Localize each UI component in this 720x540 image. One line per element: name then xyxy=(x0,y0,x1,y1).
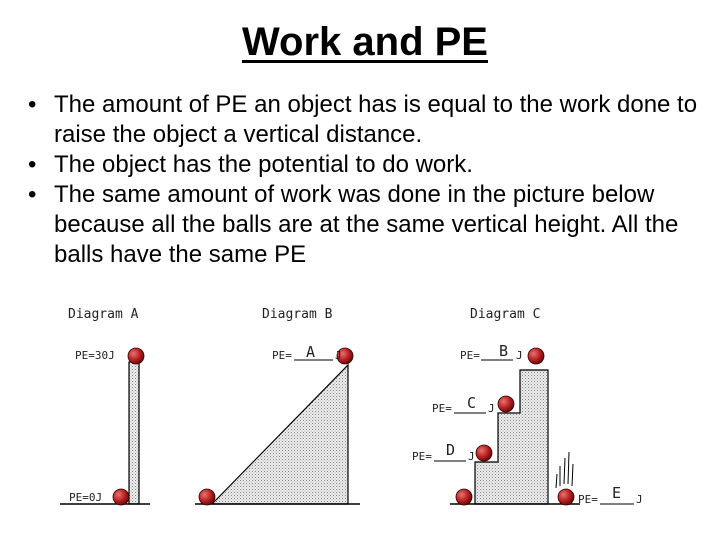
pe-unit-c3: J xyxy=(468,450,475,463)
column-a xyxy=(129,362,139,504)
bullet-text: The same amount of work was done in the picture below because all the balls are at the same vertical height. All the balls have the same PE xyxy=(54,181,679,268)
diagram-a xyxy=(60,348,150,505)
answer-c-e: E xyxy=(612,484,622,502)
answer-c-b: B xyxy=(499,342,509,360)
pe-prefix-b: PE= xyxy=(272,349,292,362)
ramp-b xyxy=(212,365,348,504)
pe-prefix-c3: PE= xyxy=(412,450,432,463)
ball-ground-c xyxy=(456,489,472,505)
pe-prefix-c2: PE= xyxy=(432,402,452,415)
pe-prefix-c1: PE= xyxy=(460,349,480,362)
pe-unit-c1: J xyxy=(516,349,523,362)
bullet-text: The object has the potential to do work. xyxy=(54,151,473,178)
bullet-item xyxy=(24,180,714,270)
pe-diagram xyxy=(0,300,720,540)
ball-low-c xyxy=(476,445,492,461)
ball-bottom-a xyxy=(113,489,129,505)
answer-c-d: D xyxy=(446,441,456,459)
bullet-text: The amount of PE an object has is equal to the work done to raise the object a vertical distance. xyxy=(54,91,698,148)
diagram-c xyxy=(412,342,643,506)
ball-top-c xyxy=(528,348,544,364)
slide-title: Work and PE xyxy=(242,20,488,64)
bullet-dot: • xyxy=(28,91,37,118)
ball-falling-c xyxy=(558,489,574,505)
pe-unit-c2: J xyxy=(488,402,495,415)
diagram-b-label: Diagram B xyxy=(262,307,333,322)
bullet-dot: • xyxy=(28,151,37,178)
diagram-a-label: Diagram A xyxy=(68,307,139,322)
ball-top-a xyxy=(128,348,144,364)
diagram-b xyxy=(195,343,360,505)
bullet-dot: • xyxy=(28,181,37,208)
pe-prefix-c4: PE= xyxy=(578,493,598,506)
pe-unit-c4: J xyxy=(636,493,643,506)
ball-bottom-b xyxy=(199,489,215,505)
pe-bottom-a: PE=0J xyxy=(69,491,103,504)
answer-b: A xyxy=(306,343,316,361)
ball-mid-c xyxy=(498,396,514,412)
bullet-list xyxy=(24,90,714,270)
diagram-c-label: Diagram C xyxy=(470,307,541,322)
bullet-item xyxy=(24,150,714,180)
answer-c-c: C xyxy=(467,394,477,412)
pe-unit-b: J xyxy=(335,349,342,362)
pe-top-a: PE=30J xyxy=(75,349,115,362)
motion-lines xyxy=(556,452,573,488)
bullet-item xyxy=(24,90,714,150)
staircase-c xyxy=(475,370,548,504)
